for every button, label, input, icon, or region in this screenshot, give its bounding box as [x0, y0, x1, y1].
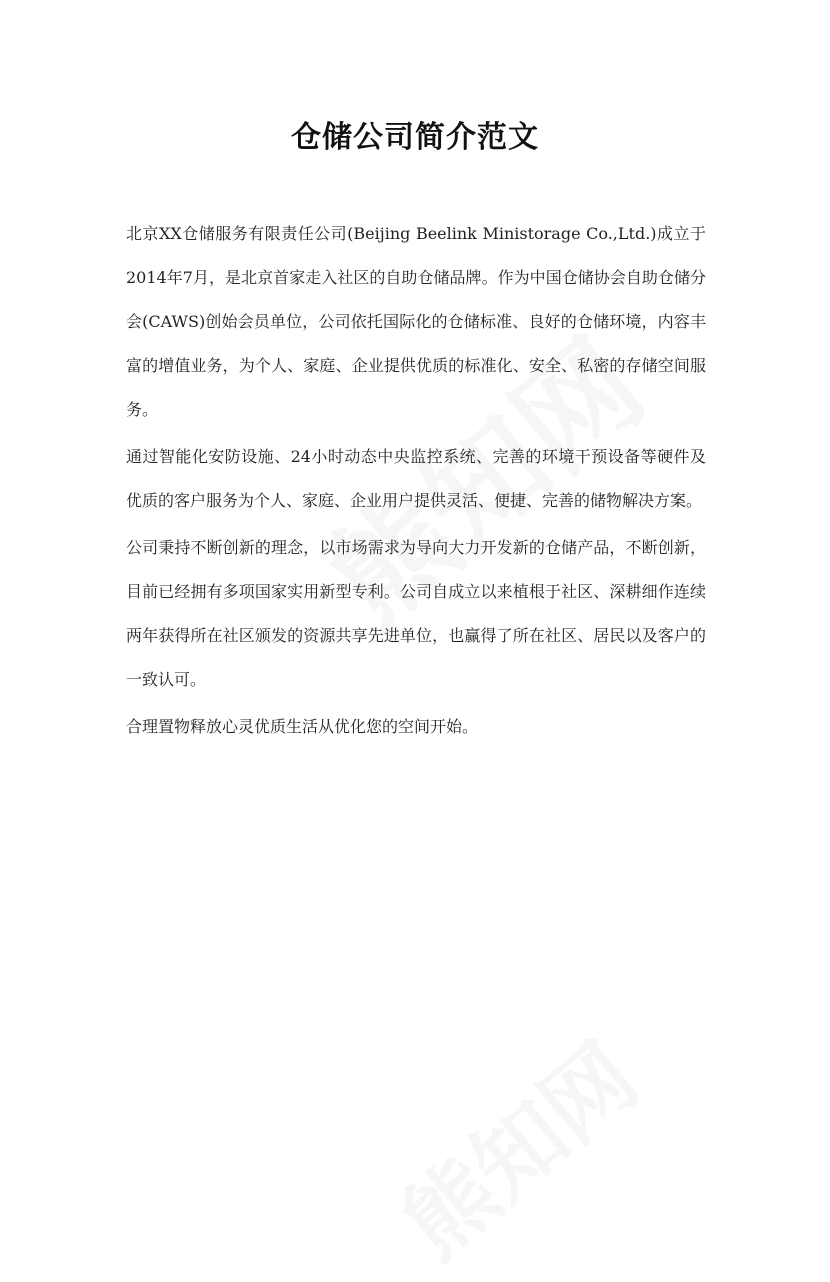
document-title: 仓储公司简介范文 — [291, 120, 539, 155]
paragraph-slogan: 合理置物释放心灵优质生活从优化您的空间开始。 — [126, 717, 479, 736]
paragraph-innovation: 公司秉持不断创新的理念，以市场需求为导向大力开发新的仓储产品，不断创新，目前已经拥有多项国家实用新型专利。公司自成立以来植根于社区、深耕细作连续两年获得所在社区颁发的资源共享先进单位，也赢得了所在社区、居民以及客户的一致认可。 — [126, 538, 706, 689]
document-body — [126, 212, 706, 752]
paragraph-intro: 北京XX仓储服务有限责任公司(Beijing Beelink Ministorage Co.,Ltd.)成立于2014年7月，是北京首家走入社区的自助仓储品牌。作为中国仓储协会自助仓储分会(CAWS)创始会员单位，公司依托国际化的仓储标准、良好的仓储环境，内容丰富的增值业务，为个人、家庭、企业提供优质的标准化、安全、私密的存储空间服务。 — [126, 224, 706, 419]
paragraph-services: 通过智能化安防设施、24小时动态中央监控系统、完善的环境干预设备等硬件及优质的客户服务为个人、家庭、企业用户提供灵活、便捷、完善的储物解决方案。 — [126, 447, 706, 510]
watermark — [370, 1008, 660, 1281]
